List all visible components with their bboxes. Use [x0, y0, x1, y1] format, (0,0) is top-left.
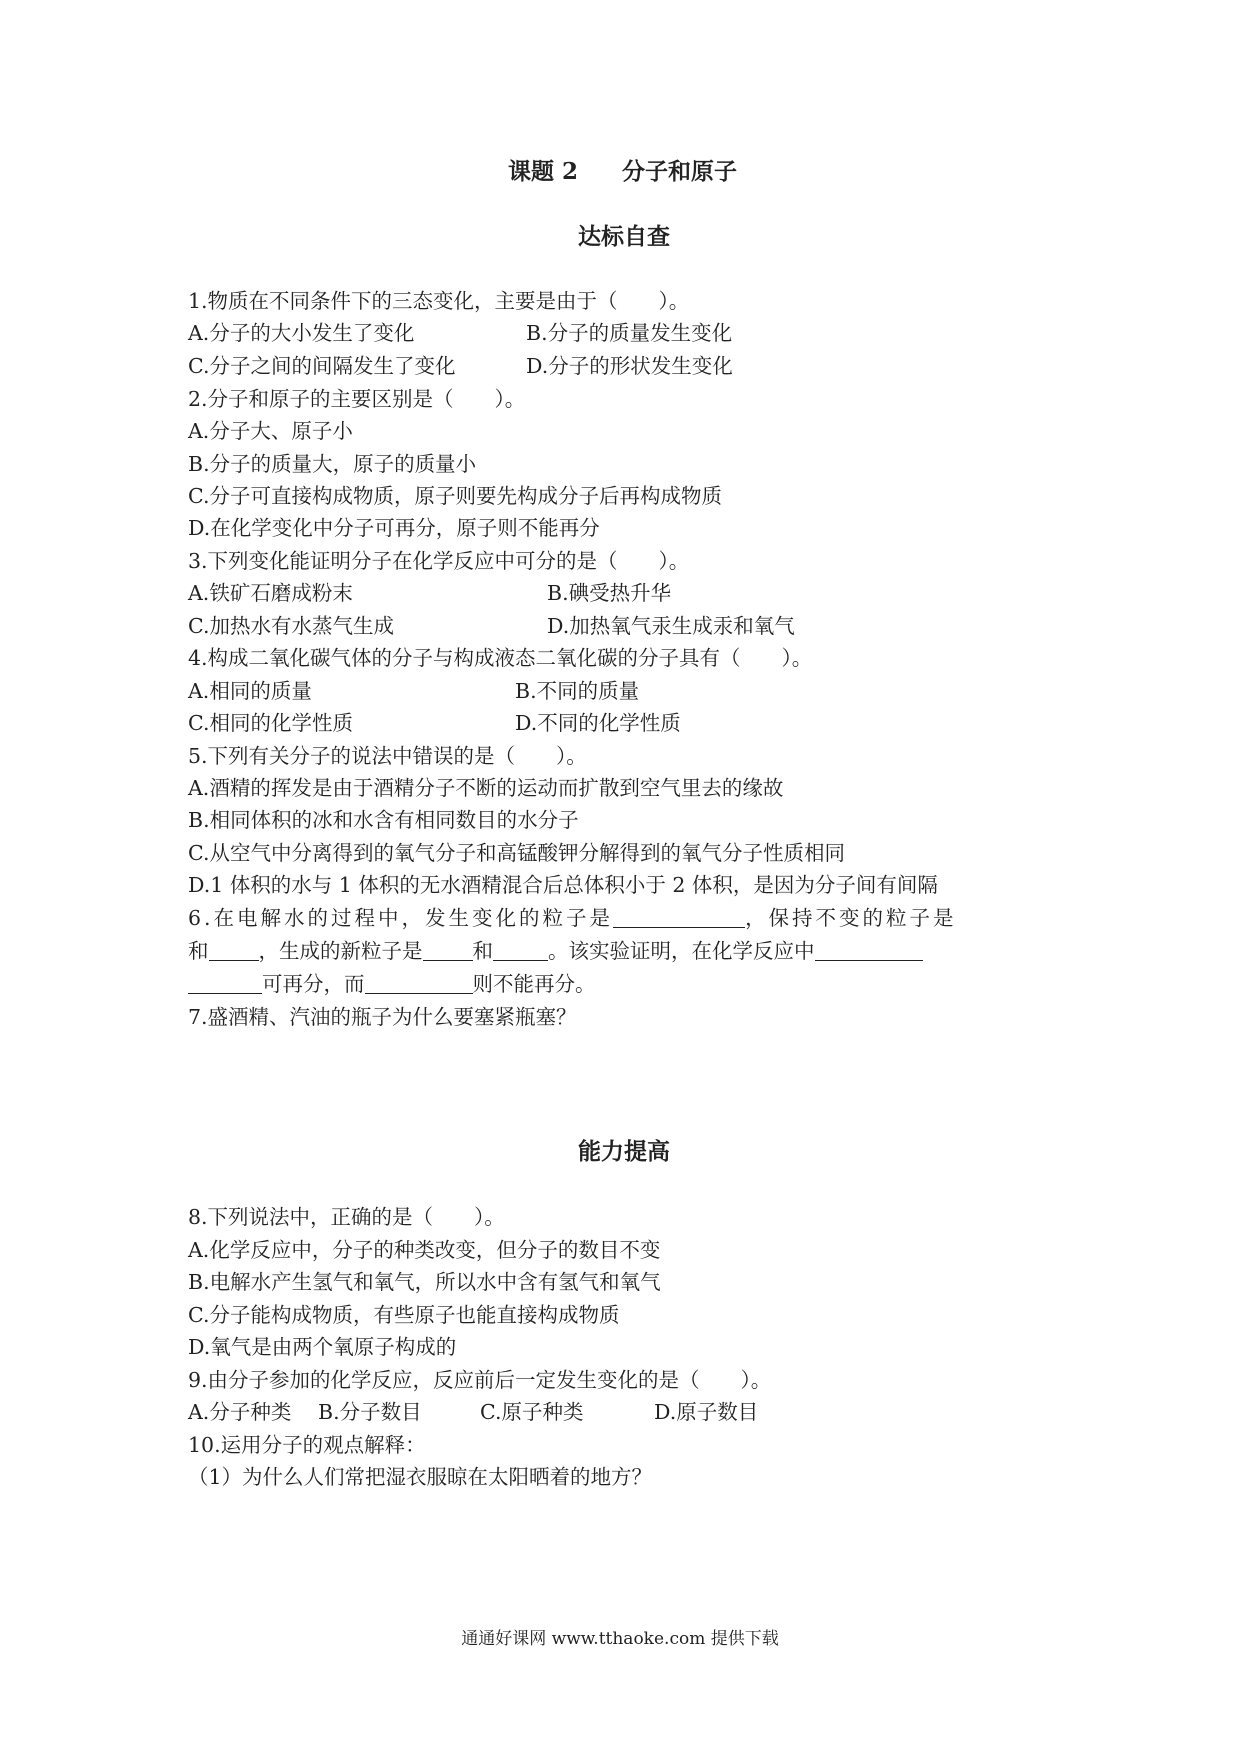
- question-4-stem: 4.构成二氧化碳气体的分子与构成液态二氧化碳的分子具有（ ）。: [188, 646, 813, 670]
- question-9-option-a: A.分子种类: [188, 1400, 292, 1424]
- question-2-option-b: B.分子的质量大，原子的质量小: [188, 452, 477, 476]
- question-8-option-b: B.电解水产生氢气和氧气，所以水中含有氢气和氧气: [188, 1270, 661, 1294]
- question-1-option-d: D.分子的形状发生变化: [526, 354, 733, 378]
- question-5-option-a: A.酒精的挥发是由于酒精分子不断的运动而扩散到空气里去的缘故: [188, 776, 784, 800]
- question-8-stem: 8.下列说法中，正确的是（ ）。: [188, 1205, 505, 1229]
- question-1-option-c: C.分子之间的间隔发生了变化: [188, 354, 456, 378]
- section-heading-improve: 能力提高: [578, 1138, 670, 1165]
- question-9-option-b: B.分子数目: [318, 1400, 422, 1424]
- question-3-option-d: D.加热氧气汞生成汞和氧气: [547, 614, 795, 638]
- question-2-option-a: A.分子大、原子小: [188, 419, 353, 443]
- question-3-option-a: A.铁矿石磨成粉末: [188, 581, 353, 605]
- question-5-option-d: D.1 体积的水与 1 体积的无水酒精混合后总体积小于 2 体积，是因为分子间有间隔: [188, 873, 938, 897]
- question-10-sub-1: （1）为什么人们常把湿衣服晾在太阳晒着的地方？: [188, 1465, 653, 1489]
- page-title: 分子和原子: [622, 158, 737, 185]
- question-9-option-d: D.原子数目: [654, 1400, 759, 1424]
- question-6-text-1: 6.在电解水的过程中，发生变化的粒子是: [188, 906, 614, 930]
- question-4-option-a: A.相同的质量: [188, 679, 312, 703]
- question-3-option-c: C.加热水有水蒸气生成: [188, 614, 394, 638]
- question-9-stem: 9.由分子参加的化学反应，反应前后一定发生变化的是（ ）。: [188, 1368, 772, 1392]
- answer-blank[interactable]: [613, 907, 745, 928]
- question-4-option-d: D.不同的化学性质: [515, 711, 681, 735]
- question-1-option-b: B.分子的质量发生变化: [526, 321, 733, 345]
- question-10-stem: 10.运用分子的观点解释：: [188, 1433, 426, 1457]
- answer-blank[interactable]: [188, 973, 262, 994]
- question-6-text-8: 则不能再分。: [472, 972, 596, 996]
- answer-blank[interactable]: [209, 940, 259, 961]
- question-5-option-b: B.相同体积的冰和水含有相同数目的水分子: [188, 808, 579, 832]
- question-5-option-c: C.从空气中分离得到的氧气分子和高锰酸钾分解得到的氧气分子性质相同: [188, 841, 845, 865]
- question-7-stem: 7.盛酒精、汽油的瓶子为什么要塞紧瓶塞？: [188, 1005, 577, 1029]
- question-8-option-a: A.化学反应中，分子的种类改变，但分子的数目不变: [188, 1238, 661, 1262]
- question-8-option-c: C.分子能构成物质，有些原子也能直接构成物质: [188, 1303, 620, 1327]
- question-4-option-b: B.不同的质量: [515, 679, 640, 703]
- lesson-number: 课题 2: [508, 158, 579, 185]
- question-6-text-4: ，生成的新粒子是: [258, 939, 423, 963]
- answer-blank[interactable]: [815, 940, 923, 961]
- question-1-stem: 1.物质在不同条件下的三态变化，主要是由于（ ）。: [188, 289, 690, 313]
- question-6-line-3: [188, 967, 596, 997]
- question-6-line-1: [188, 901, 1058, 931]
- question-3-stem: 3.下列变化能证明分子在化学反应中可分的是（ ）。: [188, 549, 690, 573]
- question-3-option-b: B.碘受热升华: [547, 581, 672, 605]
- question-9-option-c: C.原子种类: [480, 1400, 584, 1424]
- question-6-text-5: 和: [472, 939, 493, 963]
- question-8-option-d: D.氧气是由两个氧原子构成的: [188, 1335, 457, 1359]
- question-6-text-7: 可再分，而: [262, 972, 365, 996]
- question-2-stem: 2.分子和原子的主要区别是（ ）。: [188, 387, 526, 411]
- question-6-text-2: ，保持不变的粒子是: [745, 906, 957, 930]
- question-1-option-a: A.分子的大小发生了变化: [188, 321, 415, 345]
- question-4-option-c: C.相同的化学性质: [188, 711, 353, 735]
- question-6-line-2: [188, 934, 923, 964]
- section-heading-self-check: 达标自查: [578, 223, 670, 250]
- answer-blank[interactable]: [493, 940, 548, 961]
- answer-blank[interactable]: [423, 940, 473, 961]
- question-5-stem: 5.下列有关分子的说法中错误的是（ ）。: [188, 744, 587, 768]
- question-6-text-3: 和: [188, 939, 209, 963]
- question-2-option-d: D.在化学变化中分子可再分，原子则不能再分: [188, 516, 600, 540]
- question-6-text-6: 。该实验证明，在化学反应中: [548, 939, 815, 963]
- answer-blank[interactable]: [365, 973, 473, 994]
- page-footer: 通通好课网 www.tthaoke.com 提供下载: [461, 1629, 779, 1649]
- question-2-option-c: C.分子可直接构成物质，原子则要先构成分子后再构成物质: [188, 484, 722, 508]
